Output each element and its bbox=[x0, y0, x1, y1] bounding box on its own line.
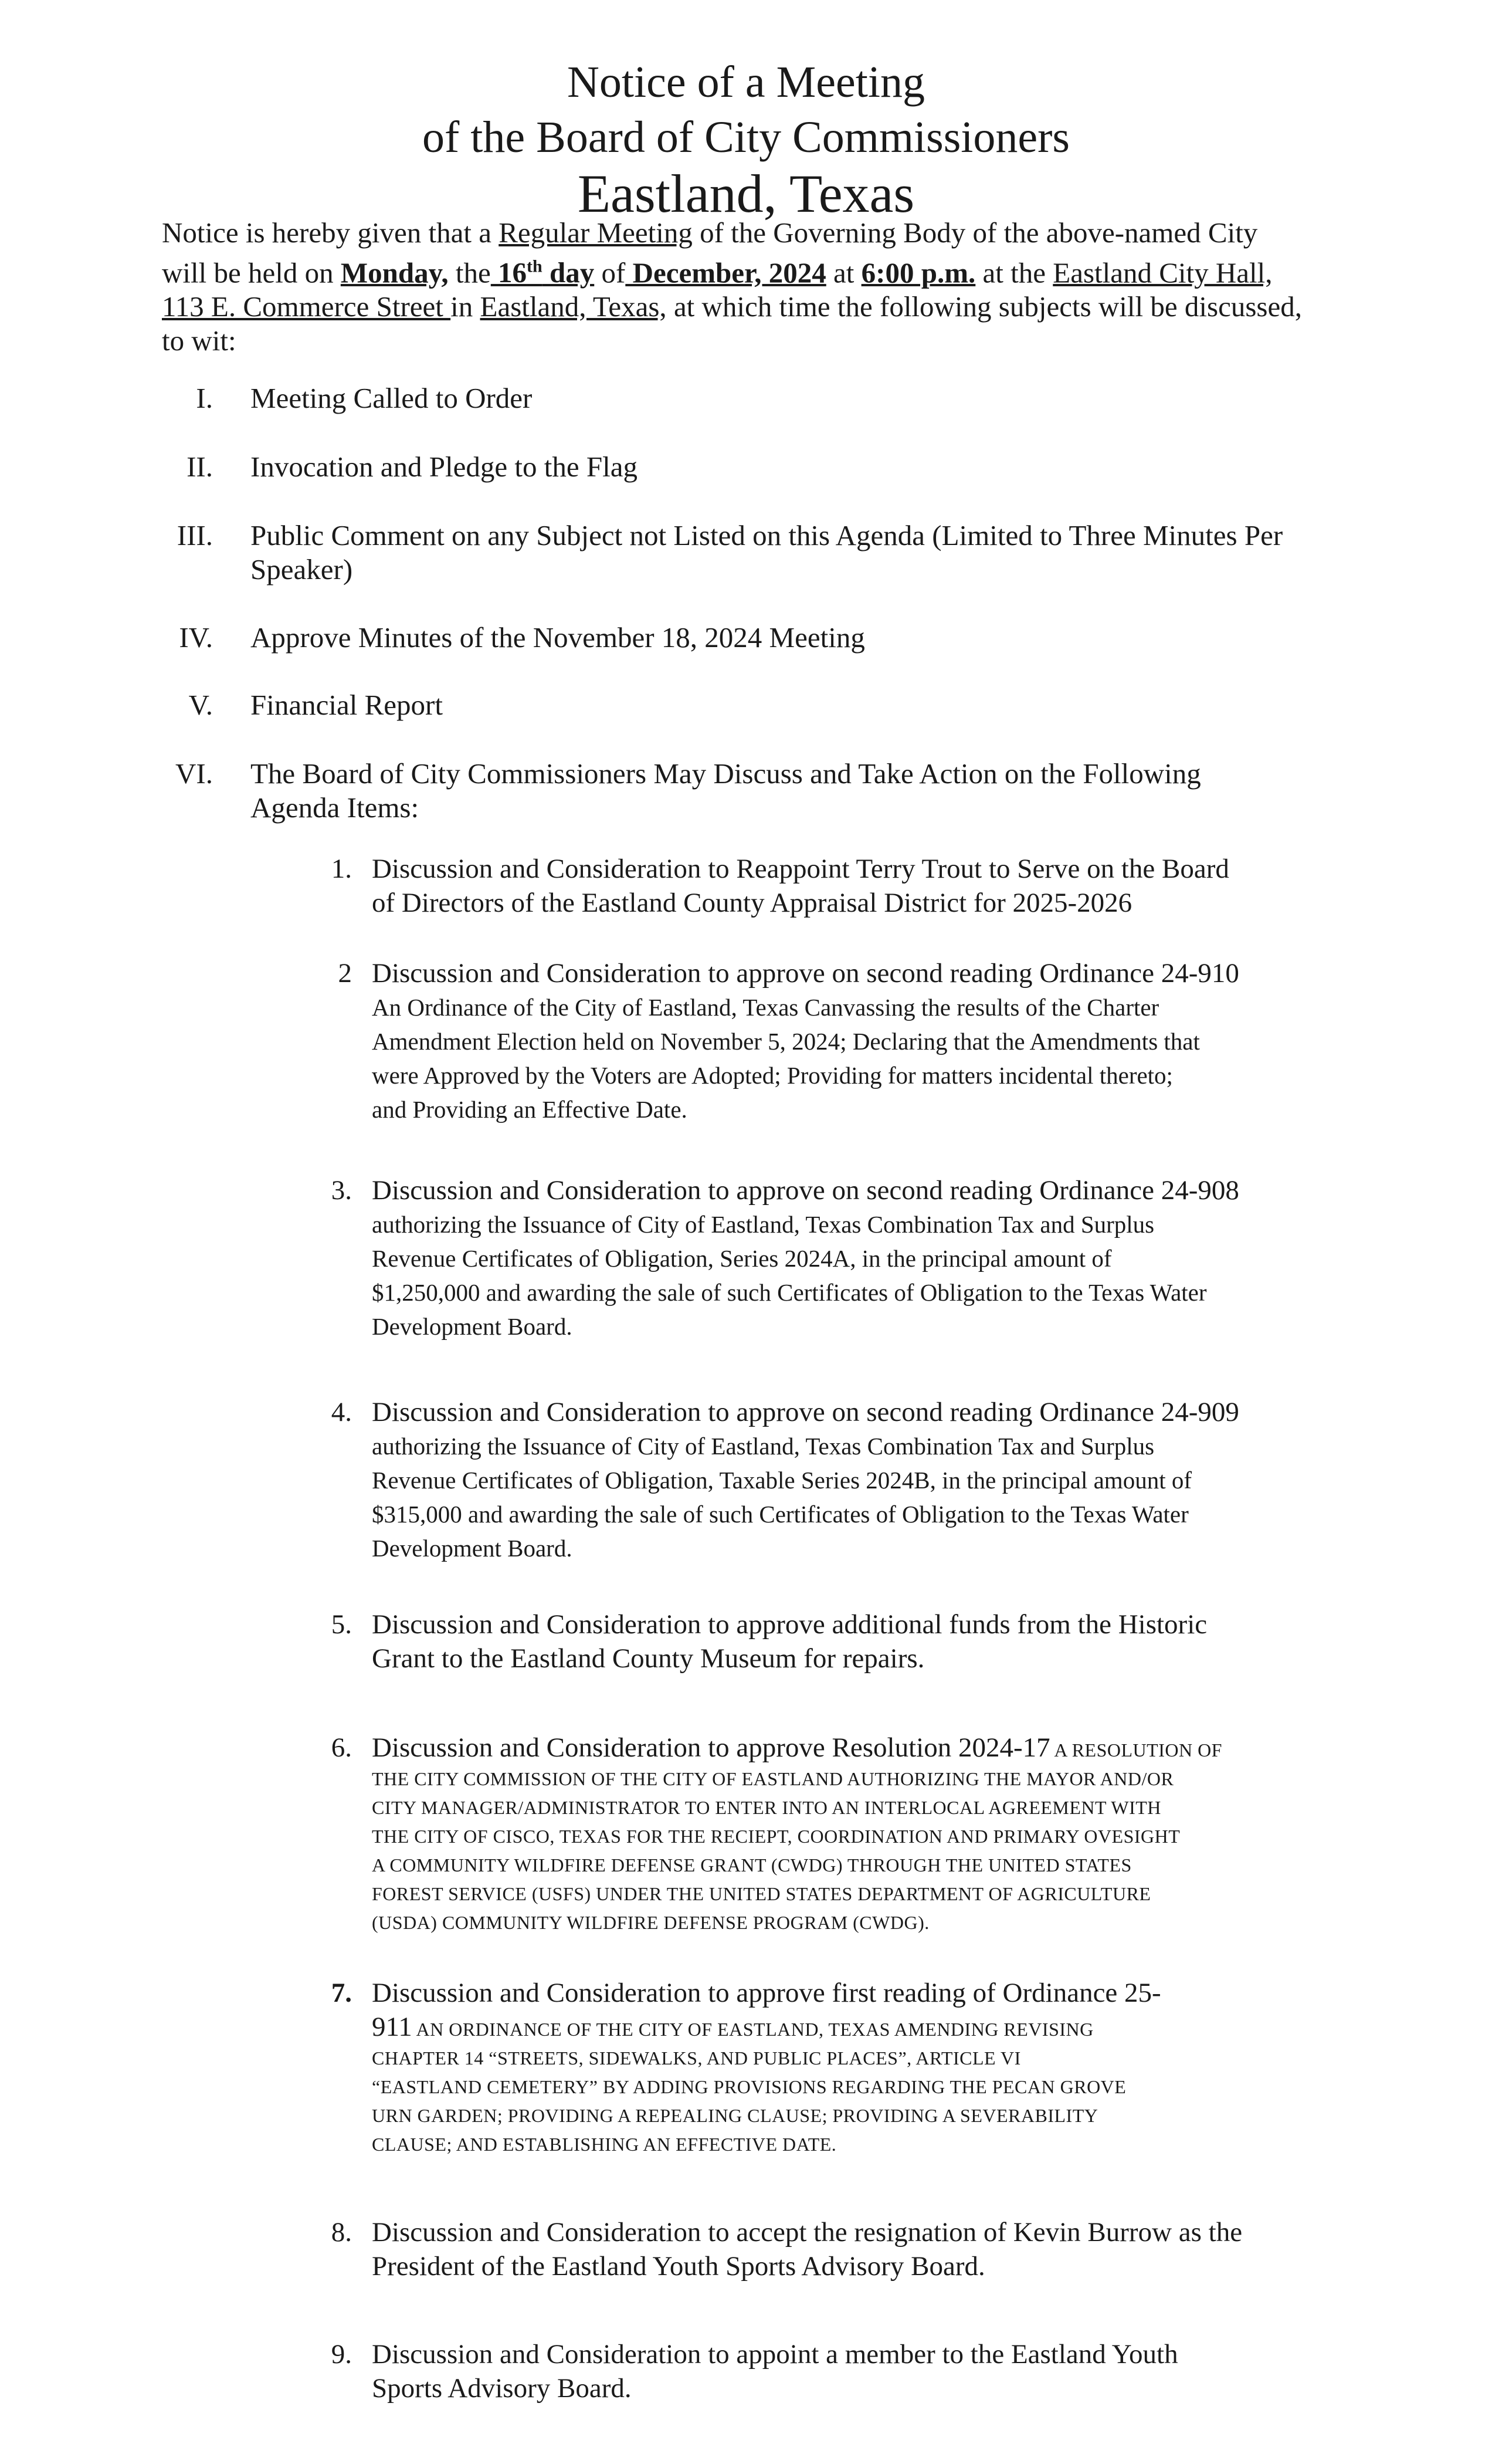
intro-text: the bbox=[448, 256, 491, 289]
subitem-line: (USDA) COMMUNITY WILDFIRE DEFENSE PROGRAM (CWDG). bbox=[372, 1912, 930, 1933]
intro-text: in bbox=[450, 290, 480, 323]
subitem-lead-text: Discussion and Consideration to approve Resolution 2024-17 bbox=[372, 1732, 1050, 1763]
agenda-line: The Board of City Commissioners May Discuss and Take Action on the Following bbox=[250, 757, 1201, 790]
agenda-subitem bbox=[372, 1607, 1325, 1676]
subitem-lead: Discussion and Consideration to approve on second reading Ordinance 24-909 bbox=[372, 1397, 1239, 1427]
agenda-subitem bbox=[372, 1173, 1325, 1343]
subitem-line: CHAPTER 14 “STREETS, SIDEWALKS, AND PUBLIC PLACES”, ARTICLE VI bbox=[372, 2047, 1021, 2069]
meeting-date: December, 2024 bbox=[625, 256, 826, 289]
subitem-lead-2 bbox=[372, 2010, 1325, 2044]
subitem-lead: Discussion and Consideration to approve on second reading Ordinance 24-908 bbox=[372, 1175, 1239, 1206]
subitem-line: “EASTLAND CEMETERY” BY ADDING PROVISIONS REGARDING THE PECAN GROVE bbox=[372, 2076, 1127, 2097]
agenda-line: Public Comment on any Subject not Listed on this Agenda (Limited to Three Minutes Per bbox=[250, 519, 1283, 551]
meeting-address: 113 E. Commerce Street bbox=[162, 290, 451, 323]
intro-line-4: to wit: bbox=[162, 324, 236, 357]
agenda-line: Speaker) bbox=[250, 553, 353, 585]
intro-paragraph bbox=[162, 216, 1329, 358]
agenda-line: Agenda Items: bbox=[250, 791, 419, 824]
subitem-line: Grant to the Eastland County Museum for repairs. bbox=[372, 1643, 925, 1674]
subitem-line: were Approved by the Voters are Adopted; Providing for matters incidental thereto; bbox=[372, 1062, 1173, 1089]
intro-text: of bbox=[594, 256, 626, 289]
subitem-line: THE CITY OF CISCO, TEXAS FOR THE RECIEPT, COORDINATION AND PRIMARY OVESIGHT bbox=[372, 1826, 1181, 1847]
agenda-item-text: Financial Report bbox=[250, 689, 443, 721]
agenda-item-text: Invocation and Pledge to the Flag bbox=[250, 451, 638, 483]
subitem-lead-caps: A RESOLUTION OF bbox=[1050, 1739, 1222, 1761]
item-number: 5. bbox=[331, 1609, 352, 1640]
subitem-line: THE CITY COMMISSION OF THE CITY OF EASTLAND AUTHORIZING THE MAYOR AND/OR bbox=[372, 1768, 1174, 1789]
meeting-time: 6:00 p.m. bbox=[861, 256, 976, 289]
agenda-numeral: V. bbox=[188, 689, 213, 721]
agenda-item-text: Approve Minutes of the November 18, 2024 Meeting bbox=[250, 621, 865, 654]
subitem-lead bbox=[372, 1731, 1325, 1765]
intro-line-3 bbox=[162, 290, 1329, 324]
subitem-line: Amendment Election held on November 5, 2024; Declaring that the Amendments that bbox=[372, 1028, 1200, 1055]
subitem-line: Development Board. bbox=[372, 1535, 572, 1562]
subitem-line: A COMMUNITY WILDFIRE DEFENSE GRANT (CWDG) THROUGH THE UNITED STATES bbox=[372, 1854, 1132, 1876]
agenda-item-text bbox=[250, 757, 1330, 825]
meeting-city: Eastland, Texas, bbox=[480, 290, 667, 323]
title-line-3: Eastland, Texas bbox=[577, 164, 915, 224]
intro-line-1 bbox=[162, 216, 1329, 250]
ordinance-number: 911 bbox=[372, 2012, 412, 2042]
subitem-line: URN GARDEN; PROVIDING A REPEALING CLAUSE; PROVIDING A SEVERABILITY bbox=[372, 2105, 1098, 2126]
subitem-line: Discussion and Consideration to approve additional funds from the Historic bbox=[372, 1609, 1208, 1640]
subitem-line: FOREST SERVICE (USFS) UNDER THE UNITED STATES DEPARTMENT OF AGRICULTURE bbox=[372, 1883, 1151, 1904]
subitem-lead: Discussion and Consideration to approve first reading of Ordinance 25- bbox=[372, 1978, 1161, 2008]
subitem-line: President of the Eastland Youth Sports Advisory Board. bbox=[372, 2251, 985, 2282]
subitem-line: CLAUSE; AND ESTABLISHING AN EFFECTIVE DATE. bbox=[372, 2134, 837, 2155]
agenda-item-text: Meeting Called to Order bbox=[250, 382, 533, 414]
agenda-subitem bbox=[372, 1395, 1325, 1565]
subitem-line: Revenue Certificates of Obligation, Taxable Series 2024B, in the principal amount of bbox=[372, 1467, 1192, 1494]
agenda-subitem bbox=[372, 2215, 1325, 2283]
agenda-numeral: I. bbox=[196, 382, 213, 414]
meeting-type: Regular Meeting bbox=[499, 216, 693, 249]
subitem-line: Development Board. bbox=[372, 1313, 572, 1340]
meeting-day bbox=[491, 256, 594, 289]
subitem-line: of Directors of the Eastland County Appraisal District for 2025-2026 bbox=[372, 888, 1132, 918]
item-number: 4. bbox=[331, 1397, 352, 1427]
subitem-line: Sports Advisory Board. bbox=[372, 2373, 632, 2404]
item-number: 8. bbox=[331, 2217, 352, 2248]
intro-text: at which time the following subjects will be discussed, bbox=[666, 290, 1302, 323]
meeting-day-name: Monday, bbox=[340, 256, 449, 289]
subitem-lead-caps: AN ORDINANCE OF THE CITY OF EASTLAND, TEXAS AMENDING REVISING bbox=[412, 2019, 1094, 2040]
title-line-1: Notice of a Meeting bbox=[567, 57, 925, 107]
subitem-line: $1,250,000 and awarding the sale of such Certificates of Obligation to the Texas Water bbox=[372, 1279, 1207, 1306]
agenda-subitem bbox=[372, 2337, 1325, 2405]
subitem-lead: Discussion and Consideration to approve on second reading Ordinance 24-910 bbox=[372, 958, 1239, 989]
item-number: 7. bbox=[331, 1978, 352, 2008]
subitem-line: authorizing the Issuance of City of Eastland, Texas Combination Tax and Surplus bbox=[372, 1433, 1155, 1460]
subitem-line: Discussion and Consideration to accept the resignation of Kevin Burrow as the bbox=[372, 2217, 1243, 2248]
intro-text: Notice is hereby given that a bbox=[162, 216, 499, 249]
item-number: 9. bbox=[331, 2339, 352, 2370]
item-number: 2 bbox=[338, 958, 352, 989]
intro-text: at the bbox=[975, 256, 1053, 289]
intro-text: of the Governing Body of the above-named City bbox=[692, 216, 1258, 249]
agenda-subitem bbox=[372, 852, 1325, 920]
title-line-2: of the Board of City Commissioners bbox=[422, 113, 1070, 162]
day-word: day bbox=[542, 256, 595, 289]
subitem-line: Discussion and Consideration to Reappoint Terry Trout to Serve on the Board bbox=[372, 854, 1229, 884]
agenda-numeral: II. bbox=[186, 451, 213, 483]
item-number: 3. bbox=[331, 1175, 352, 1206]
meeting-location: Eastland City Hall, bbox=[1053, 256, 1273, 289]
subitem-line: and Providing an Effective Date. bbox=[372, 1096, 687, 1123]
subitem-line: authorizing the Issuance of City of Eastland, Texas Combination Tax and Surplus bbox=[372, 1211, 1155, 1238]
subitem-line: CITY MANAGER/ADMINISTRATOR TO ENTER INTO AN INTERLOCAL AGREEMENT WITH bbox=[372, 1797, 1161, 1818]
agenda-numeral: IV. bbox=[179, 621, 213, 654]
subitem-line: Revenue Certificates of Obligation, Series 2024A, in the principal amount of bbox=[372, 1245, 1112, 1272]
agenda-item-text bbox=[250, 519, 1330, 587]
subitem-line: An Ordinance of the City of Eastland, Texas Canvassing the results of the Charter bbox=[372, 994, 1159, 1021]
agenda-numeral: III. bbox=[177, 519, 213, 551]
agenda-subitem bbox=[372, 1976, 1325, 2159]
item-number: 1. bbox=[331, 854, 352, 884]
day-number: 16 bbox=[490, 256, 527, 289]
day-suffix: th bbox=[527, 257, 542, 276]
intro-text: will be held on bbox=[162, 256, 341, 289]
item-number: 6. bbox=[331, 1732, 352, 1763]
agenda-numeral: VI. bbox=[175, 757, 213, 790]
agenda-subitem bbox=[372, 1731, 1325, 1937]
intro-line-2 bbox=[162, 250, 1329, 290]
subitem-line: Discussion and Consideration to appoint a member to the Eastland Youth bbox=[372, 2339, 1178, 2370]
subitem-line: $315,000 and awarding the sale of such Certificates of Obligation to the Texas Water bbox=[372, 1501, 1189, 1528]
intro-text: at bbox=[826, 256, 862, 289]
agenda-subitem bbox=[372, 956, 1325, 1126]
